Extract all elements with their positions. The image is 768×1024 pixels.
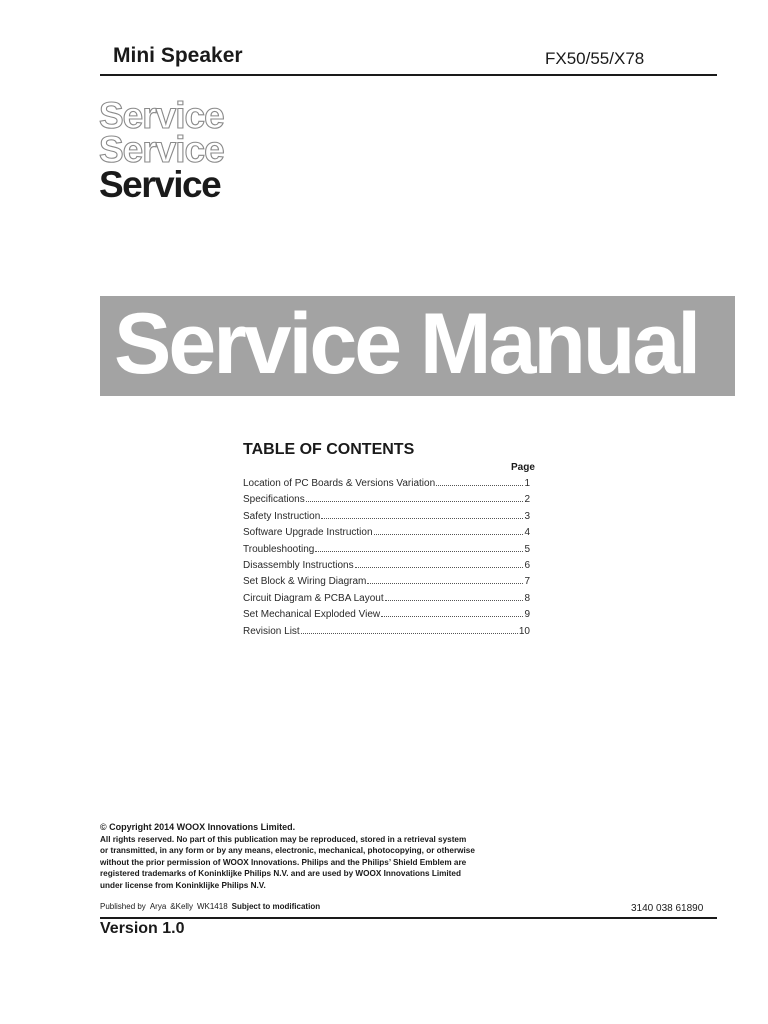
toc-leader-dots [436,477,523,486]
toc-leader-dots [374,526,524,535]
version-label: Version 1.0 [100,920,185,937]
service-logo-solid: Service [99,164,221,205]
subject-to-modification: Subject to modification [231,902,321,911]
toc-entry-page: 4 [524,527,530,539]
toc-leader-dots [367,575,523,584]
toc-entry[interactable] [243,559,530,575]
published-prefix: Published by [100,902,146,911]
published-author-1: Arya [149,902,167,911]
toc-leader-dots [355,559,524,568]
copyright-notice [100,822,480,891]
toc-entry[interactable] [243,575,530,591]
toc-entry-label: Set Block & Wiring Diagram [243,576,367,588]
toc-entry[interactable] [243,592,530,608]
toc-entry-page: 10 [518,625,530,637]
toc-list [243,477,530,641]
toc-entry-page: 6 [524,559,530,571]
toc-leader-dots [381,608,523,617]
toc-entry[interactable] [243,543,530,559]
toc-entry-page: 5 [524,543,530,555]
toc-entry-label: Set Mechanical Exploded View [243,609,381,621]
toc-entry-label: Circuit Diagram & PCBA Layout [243,592,384,604]
toc-entry[interactable] [243,493,530,509]
toc-title: TABLE OF CONTENTS [243,441,415,458]
published-author-2: &Kelly [170,902,193,911]
toc-entry-page: 2 [524,494,530,506]
published-by [100,902,320,911]
toc-leader-dots [385,592,524,601]
toc-entry-label: Troubleshooting [243,543,315,555]
toc-entry-label: Safety Instruction [243,510,321,522]
published-week: WK1418 [196,902,228,911]
toc-entry[interactable] [243,608,530,624]
copyright-title: © Copyright 2014 WOOX Innovations Limited. [100,822,296,832]
header-divider [100,74,717,76]
copyright-line: registered trademarks of Koninklijke Philips N.V. and are used by WOOX Innovations Limited [100,869,461,878]
service-logo-outline-1: Service [99,95,224,136]
footer-divider [100,917,717,919]
service-manual-banner [100,296,735,396]
service-logo-outline-2: Service [99,129,224,170]
toc-entry[interactable] [243,477,530,493]
toc-leader-dots [306,493,524,502]
banner-title: Service Manual [114,296,699,392]
toc-entry-label: Specifications [243,494,305,506]
toc-entry-label: Disassembly Instructions [243,559,354,571]
toc-entry[interactable] [243,526,530,542]
copyright-body [100,834,480,892]
product-name: Mini Speaker [113,44,243,67]
toc-entry-page: 8 [524,592,530,604]
toc-entry-label: Location of PC Boards & Versions Variation [243,478,436,489]
toc-leader-dots [315,543,523,552]
copyright-line: without the prior permission of WOOX Innovations. Philips and the Philips’ Shield Emblem are [100,857,467,867]
toc-entry-label: Revision List [243,625,300,637]
document-number: 3140 038 61890 [631,903,704,914]
toc-leader-dots [321,510,523,519]
model-number: FX50/55/X78 [545,49,645,68]
copyright-line: under license from Koninklijke Philips N.V. [100,880,266,890]
toc-page-header: Page [511,462,535,473]
toc-entry[interactable] [243,625,530,641]
toc-entry-page: 9 [524,609,530,621]
copyright-line: All rights reserved. No part of this publication may be reproduced, stored in a retrieval system [100,834,467,844]
toc-entry-page: 1 [524,478,530,489]
toc-entry-label: Software Upgrade Instruction [243,527,373,539]
copyright-line: or transmitted, in any form or by any means, electronic, mechanical, photocopying, or otherwise [100,846,475,855]
toc-entry[interactable] [243,510,530,526]
toc-entry-page: 7 [524,576,530,588]
toc-entry-page: 3 [524,510,530,522]
toc-leader-dots [301,625,518,634]
